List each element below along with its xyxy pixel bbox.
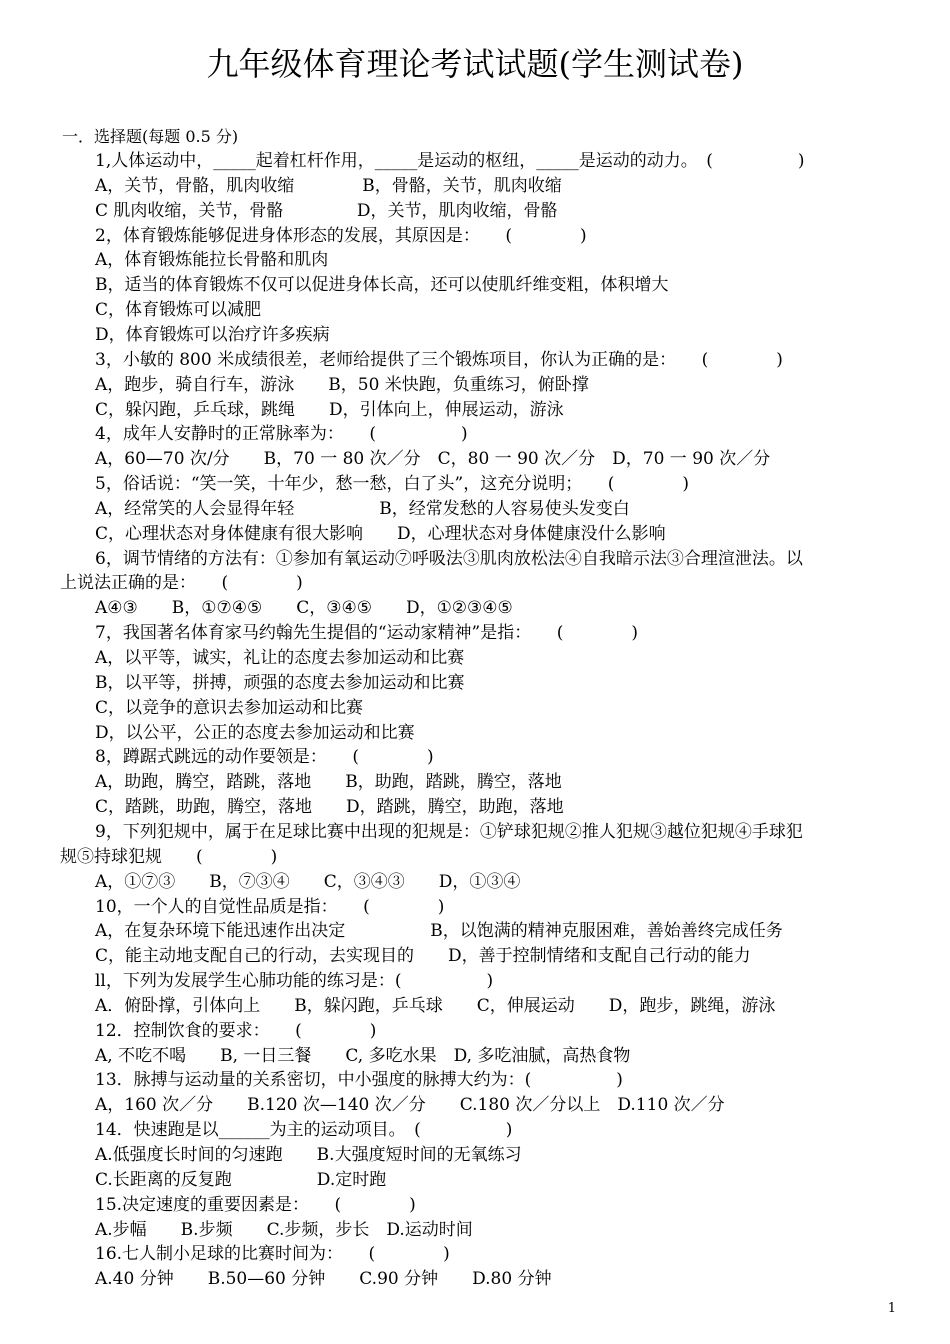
question-line: 10，一个人的自觉性品质是指： ( ) bbox=[95, 896, 445, 917]
question-line: 6，调节情绪的方法有：①参加有氧运动⑦呼吸法③肌肉放松法④自我暗示法③合理渲泄法。以 bbox=[95, 548, 803, 569]
question-line: 1,人体运动中，_____起着杠杆作用，_____是运动的枢纽，_____是运动的动力。 ( ) bbox=[95, 151, 805, 171]
question-line: 规⑤持球犯规 ( ) bbox=[60, 846, 278, 867]
question-line: A，关节，骨骼，肌肉收缩 B，骨骼，关节，肌肉收缩 bbox=[95, 175, 562, 196]
question-line: C，躲闪跑，乒乓球，跳绳 D，引体向上，伸展运动，游泳 bbox=[95, 399, 564, 420]
question-line: 4，成年人安静时的正常脉率为： ( ) bbox=[95, 424, 468, 445]
question-line: C，踏跳，助跑，腾空，落地 D，踏跳，腾空，助跑，落地 bbox=[95, 797, 564, 818]
question-line: 12．控制饮食的要求： ( ) bbox=[95, 1020, 377, 1041]
question-line: D，体育锻炼可以治疗许多疾病 bbox=[95, 324, 330, 345]
question-line: 7，我国著名体育家马约翰先生提倡的“运动家精神”是指： ( ) bbox=[95, 623, 638, 644]
exam-title: 九年级体育理论考试试题(学生测试卷) bbox=[206, 45, 744, 83]
question-line: A.步幅 B.步频 C.步频，步长 D.运动时间 bbox=[95, 1219, 473, 1240]
question-line: C，能主动地支配自己的行动，去实现目的 D，善于控制情绪和支配自己行动的能力 bbox=[95, 946, 751, 967]
question-line: 3，小敏的 800 米成绩很差，老师给提供了三个锻炼项目，你认为正确的是： ( ) bbox=[95, 349, 783, 370]
question-line: A，①⑦③ B，⑦③④ C，③④③ D，①③④ bbox=[95, 871, 521, 892]
question-line: B，适当的体育锻炼不仅可以促进身体长高，还可以使肌纤维变粗，体积增大 bbox=[95, 275, 669, 296]
question-line: A．俯卧撑，引体向上 B，躲闪跑，乒乓球 C，伸展运动 D，跑步，跳绳，游泳 bbox=[95, 995, 776, 1016]
question-line: A，跑步，骑自行车，游泳 B，50 米快跑，负重练习，俯卧撑 bbox=[95, 374, 589, 395]
question-line: C，体育锻炼可以减肥 bbox=[95, 300, 262, 321]
page-number: 1 bbox=[887, 1301, 896, 1316]
question-line: 5，俗话说：“笑一笑，十年少，愁一愁，白了头”，这充分说明； ( ) bbox=[95, 474, 689, 495]
question-line: A，体育锻炼能拉长骨骼和肌肉 bbox=[95, 250, 329, 271]
question-line: A，160 次／分 B.120 次—140 次／分 C.180 次／分以上 D.110 次／分 bbox=[95, 1095, 725, 1116]
question-line: A，60—70 次/分 B，70 一 80 次／分 C，80 一 90 次／分 D，70 一 90 次／分 bbox=[95, 449, 771, 470]
question-line: C，以竞争的意识去参加运动和比赛 bbox=[95, 697, 364, 718]
question-line: 上说法正确的是： ( ) bbox=[60, 573, 303, 594]
question-line: A.低强度长时间的匀速跑 B.大强度短时间的无氧练习 bbox=[95, 1145, 522, 1165]
question-line: A.40 分钟 B.50—60 分钟 C.90 分钟 D.80 分钟 bbox=[95, 1269, 552, 1290]
question-line: A, 不吃不喝 B, 一日三餐 C, 多吃水果 D, 多吃油腻，高热食物 bbox=[95, 1045, 631, 1066]
question-line: 9，下列犯规中，属于在足球比赛中出现的犯规是：①铲球犯规②推人犯规③越位犯规④手球犯 bbox=[95, 821, 803, 842]
question-line: C 肌肉收缩，关节，骨骼 D，关节，肌肉收缩，骨骼 bbox=[95, 200, 558, 221]
question-line: A，在复杂环境下能迅速作出决定 B，以饱满的精神克服困难，善始善终完成任务 bbox=[95, 921, 783, 942]
question-line: 2，体育锻炼能够促进身体形态的发展，其原因是： ( ) bbox=[95, 225, 587, 246]
question-line: A，以平等，诚实，礼让的态度去参加运动和比赛 bbox=[95, 648, 465, 668]
question-line: C，心理状态对身体健康有很大影响 D，心理状态对身体健康没什么影响 bbox=[95, 523, 666, 544]
question-line: 13．脉搏与运动量的关系密切，中小强度的脉搏大约为：( ) bbox=[95, 1070, 623, 1091]
question-line: C.长距离的反复跑 D.定时跑 bbox=[95, 1169, 387, 1190]
question-line: 8，蹲踞式跳远的动作要领是： ( ) bbox=[95, 747, 434, 768]
question-line: 15.决定速度的重要因素是： ( ) bbox=[95, 1194, 416, 1215]
question-line: D，以公平，公正的态度去参加运动和比赛 bbox=[95, 722, 415, 743]
question-line: A，助跑，腾空，踏跳，落地 B，助跑，踏跳，腾空，落地 bbox=[95, 772, 562, 793]
question-line: 14．快速跑是以______为主的运动项目。 ( ) bbox=[95, 1120, 513, 1141]
question-line: B，以平等，拼搏，顽强的态度去参加运动和比赛 bbox=[95, 672, 465, 693]
section-heading: 一．选择题(每题 0.5 分) bbox=[62, 127, 239, 146]
question-line: A④③ B，①⑦④⑤ C，③④⑤ D，①②③④⑤ bbox=[95, 598, 513, 619]
question-line: 16.七人制小足球的比赛时间为： ( ) bbox=[95, 1244, 450, 1265]
question-line: ll，下列为发展学生心肺功能的练习是：( ) bbox=[95, 971, 494, 992]
question-line: A，经常笑的人会显得年轻 B，经常发愁的人容易使头发变白 bbox=[95, 498, 630, 519]
